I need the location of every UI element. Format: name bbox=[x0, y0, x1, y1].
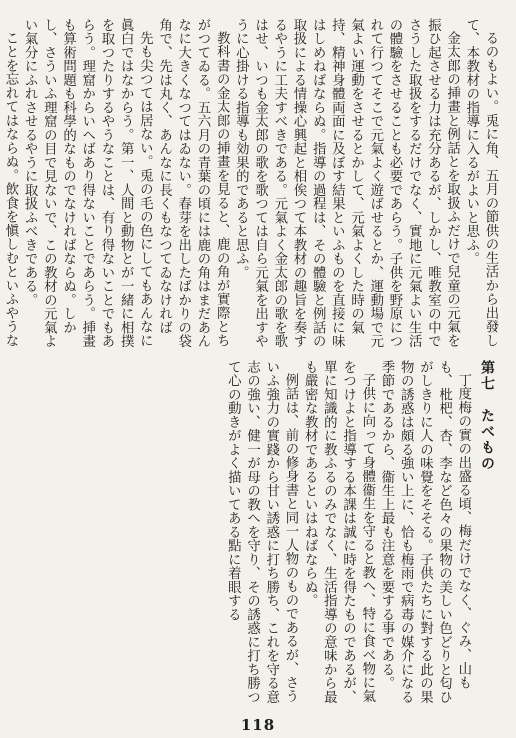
paragraph: 金太郎の挿畫と例話とを取扱ふだけで兒童の元氣を振ひ起させる力は充分あるが、しかし、唯教室の中でさうした取扱をするだけでなく、實地に元氣よい生活の體驗をさせることも必要であらう。子供を野原につれて行つてそこで元氣よく遊ばせるとか、運動場で元氣よい運動をさせるとかして、元氣よくした時の氣持、精神身體両面に及ぼす結果といふものを直接に味はしめねばならぬ。指導の過程は、その體驗と例話の取扱による情操心興起と相俟つて本教材の趣旨を奏するやうに工夫すべきである。元氣よく金太郎の歌を歌はせ、いつも金太郎の歌を歌つては自ら元氣を出すやうに心掛ける指導も効果的であると思ふ。 bbox=[233, 18, 460, 348]
paragraph: 丁度梅の實の出盛る頃、梅だけでなく、ぐみ、山もも、枇杷、杏、李など色々の果物の美しい色どりと匂ひがしきりに人の味覺をそそる。子供たちに對する此の果物の誘惑は頗る強い上に、恰も梅雨で病毒の媒介になる季節であるから、衞生上最も注意を要する事である。 bbox=[378, 360, 471, 704]
paragraph: 子供に向って身體衞生を守ると教へ、特に食べ物に氣をつけよと指導する本課は誠に時を得たものであるが、單に知識的に教ふるのみでなく、生活指導の意味から最も嚴密な教材であるといはねばならぬ。 bbox=[302, 360, 375, 704]
paragraph: 先も尖つては居ない。兎の毛の色にしてもあんなに眞白ではなからう。第一、人間と動物とが一緒に相撲を取つたりするやうなことは、有り得ないことでもあらう。理窟からいへばあり得ないことであらう。挿畫も算術問題も科學的なものでなければならぬ。しかし、さういふ理窟の目で見ないで、この教材の元氣よい氣分にふれさせるやうに取扱ふべきである。 bbox=[22, 18, 153, 348]
paragraph: ことを忘れてはならぬ。飲食を愼しむといふやうな bbox=[2, 31, 18, 348]
paragraph: 例話は、前の修身書と同一人物のものであるが、さういふ強力の實踐から甘い誘惑に打ち勝ち、これを守る意志の強い、健一が母の教へを守り、その誘惑に打ち勝つて心の動きがよく描いてある點に着眼する bbox=[225, 360, 298, 704]
section-heading: 第七 たべもの bbox=[479, 360, 495, 472]
paragraph: るのもよい。兎に角、五月の節供の生活から出發して、本教材の指導に入るがよいと思ふ。 bbox=[463, 18, 498, 348]
page-number: 118 bbox=[240, 716, 276, 734]
lower-tier-text bbox=[16, 360, 500, 710]
upper-tier-text bbox=[2, 18, 500, 348]
paragraph: 教科書の金太郎の挿畫を見ると、鹿の角が實際とちがつてゐる。五六月の青葉の頃には鹿の角はまだあんなに大きくなつてはゐない。春芽を出したばかりの袋角で、先は丸く、あんなに長くもなつてゐなければ bbox=[156, 18, 230, 348]
